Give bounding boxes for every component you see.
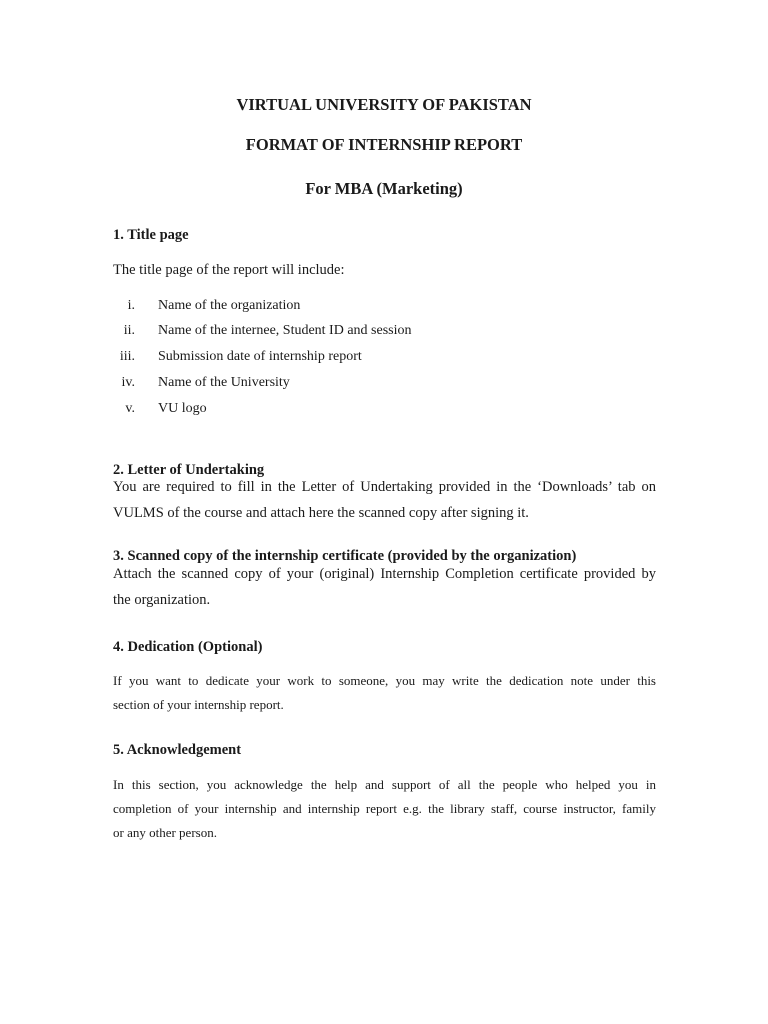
acknowledgement-paragraph-line: completion of your internship and internship report e.g. the library staff, course instructor, family [113,801,656,816]
list-item: Submission date of internship report [158,349,362,364]
list-item-number: v. [125,401,135,416]
list-item-number: iii. [119,349,135,364]
list-item: Name of the internee, Student ID and session [158,323,412,338]
list-item-number: ii. [123,323,135,338]
list-item: VU logo [158,401,207,416]
certificate-paragraph-line: the organization. [113,592,211,608]
list-item: Name of the University [158,375,290,390]
dedication-paragraph-line: If you want to dedicate your work to someone, you may write the dedication note under this [113,673,656,688]
list-item-number: iv. [121,375,135,390]
section-heading-title-page: 1. Title page [113,227,189,243]
certificate-paragraph-line: Attach the scanned copy of your (original) Internship Completion certificate provided by [113,566,656,582]
format-title: FORMAT OF INTERNSHIP REPORT [245,135,523,154]
university-title: VIRTUAL UNIVERSITY OF PAKISTAN [236,95,532,114]
title-page-intro: The title page of the report will include: [113,262,345,278]
acknowledgement-paragraph-line: In this section, you acknowledge the help and support of all the people who helped you in [113,777,656,792]
list-item-number: i. [127,298,135,313]
list-item: Name of the organization [158,298,301,313]
section-heading-letter: 2. Letter of Undertaking [113,462,265,478]
section-heading-acknowledgement: 5. Acknowledgement [113,742,242,758]
program-title: For MBA (Marketing) [305,179,463,198]
acknowledgement-paragraph-line: or any other person. [113,825,217,840]
letter-paragraph-line: VULMS of the course and attach here the scanned copy after signing it. [113,505,529,521]
letter-paragraph-line: You are required to fill in the Letter of Undertaking provided in the ‘Downloads’ tab on [113,479,656,495]
section-heading-dedication: 4. Dedication (Optional) [113,639,263,655]
section-heading-certificate: 3. Scanned copy of the internship certificate (provided by the organization) [113,548,577,564]
dedication-paragraph-line: section of your internship report. [113,697,284,712]
